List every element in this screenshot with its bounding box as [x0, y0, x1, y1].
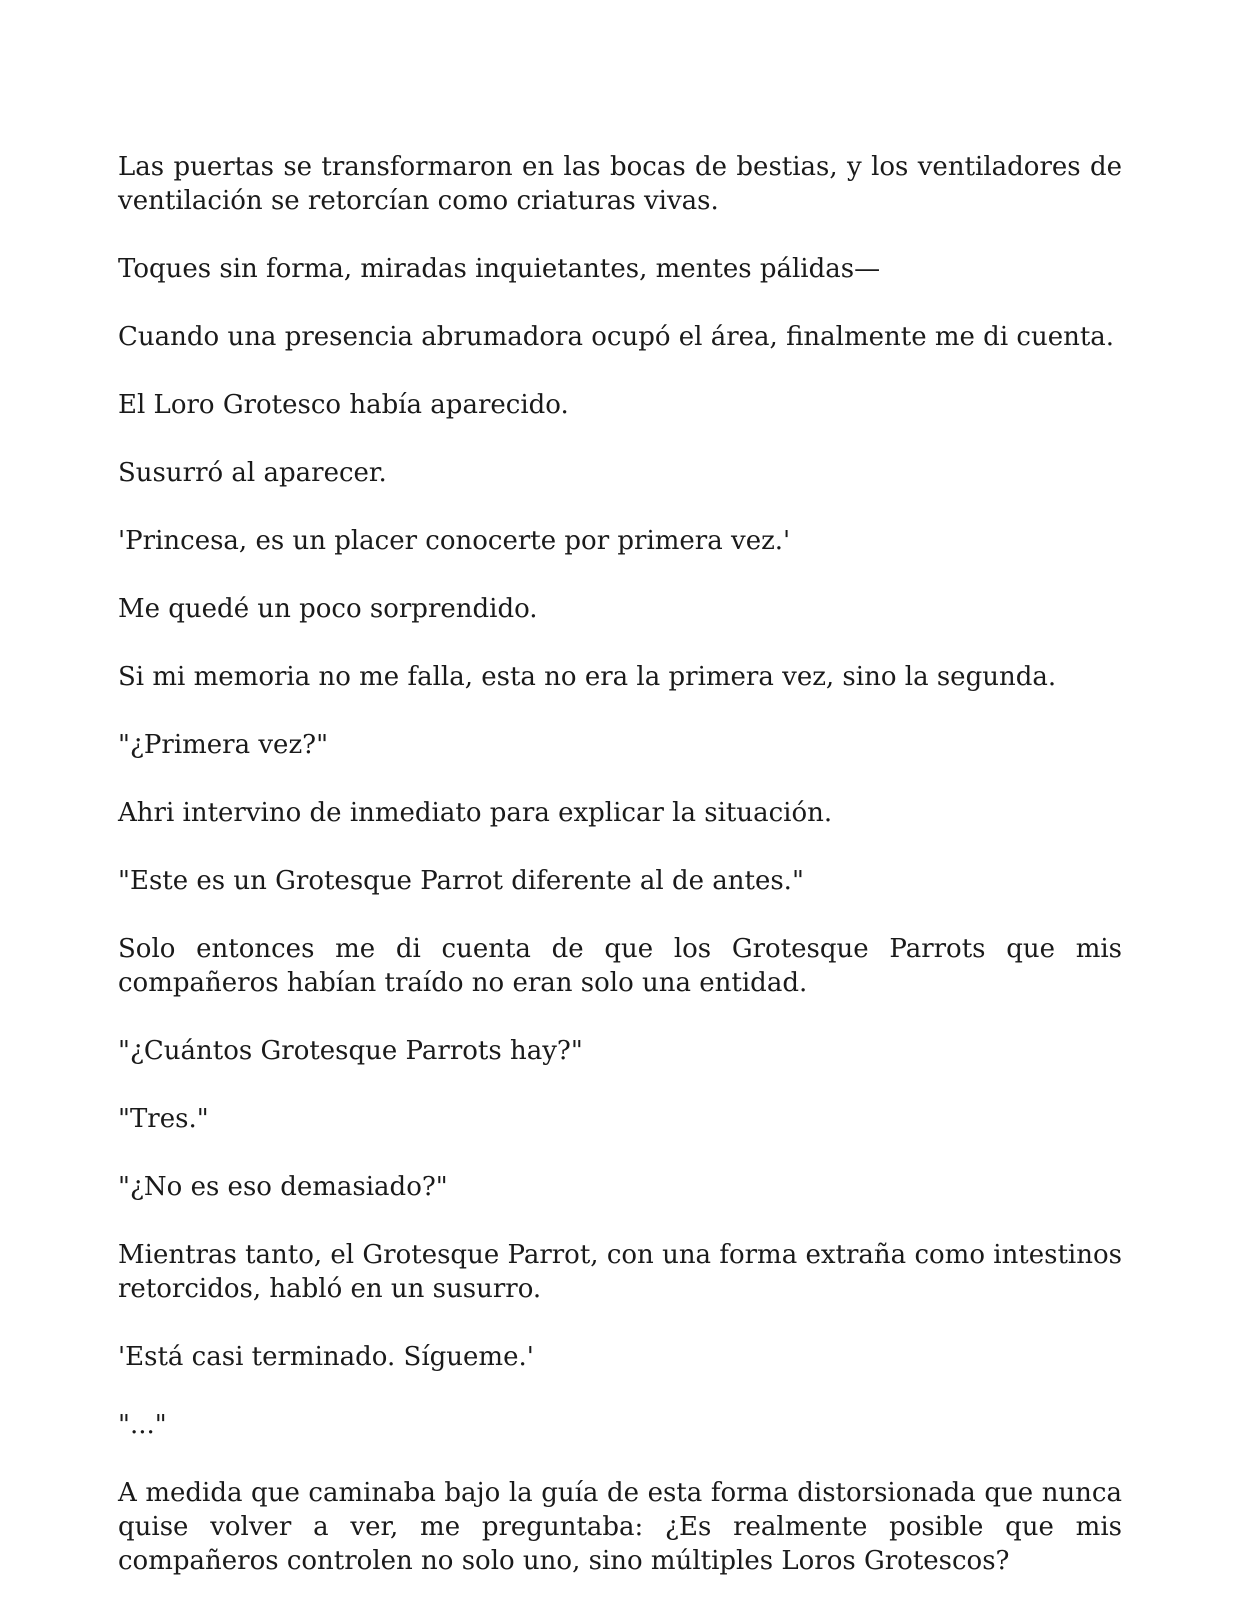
paragraph: "Este es un Grotesque Parrot diferente al de antes."	[118, 866, 804, 896]
paragraph: El Loro Grotesco había aparecido.	[118, 390, 569, 420]
paragraph: "¿No es eso demasiado?"	[118, 1172, 448, 1202]
paragraph: 'Princesa, es un placer conocerte por primera vez.'	[118, 526, 791, 556]
paragraph: "¿Primera vez?"	[118, 730, 329, 760]
paragraph: "¿Cuántos Grotesque Parrots hay?"	[118, 1036, 583, 1066]
paragraph: 'Está casi terminado. Sígueme.'	[118, 1342, 534, 1372]
paragraph: Si mi memoria no me falla, esta no era la primera vez, sino la segunda.	[118, 662, 1057, 692]
paragraph: Solo entonces me di cuenta de que los Grotesque Parrots que mis compañeros habían traído no eran solo una entidad.	[118, 934, 1122, 998]
paragraph: Susurró al aparecer.	[118, 458, 387, 488]
paragraph: Toques sin forma, miradas inquietantes, mentes pálidas—	[118, 254, 881, 284]
paragraph: "Tres."	[118, 1104, 209, 1134]
paragraph: A medida que caminaba bajo la guía de esta forma distorsionada que nunca quise volver a ver, me preguntaba: ¿Es realmente posible que mis compañeros controlen no solo uno, sino múltiples Loros Grotescos?	[118, 1478, 1122, 1576]
document-page	[118, 150, 1122, 1578]
paragraph: Cuando una presencia abrumadora ocupó el área, finalmente me di cuenta.	[118, 322, 1115, 352]
paragraph: Las puertas se transformaron en las bocas de bestias, y los ventiladores de ventilación se retorcían como criaturas vivas.	[118, 152, 1122, 216]
paragraph: Ahri intervino de inmediato para explicar la situación.	[118, 798, 833, 828]
paragraph: "..."	[118, 1410, 167, 1440]
paragraph: Me quedé un poco sorprendido.	[118, 594, 538, 624]
paragraph: Mientras tanto, el Grotesque Parrot, con una forma extraña como intestinos retorcidos, habló en un susurro.	[118, 1240, 1122, 1304]
